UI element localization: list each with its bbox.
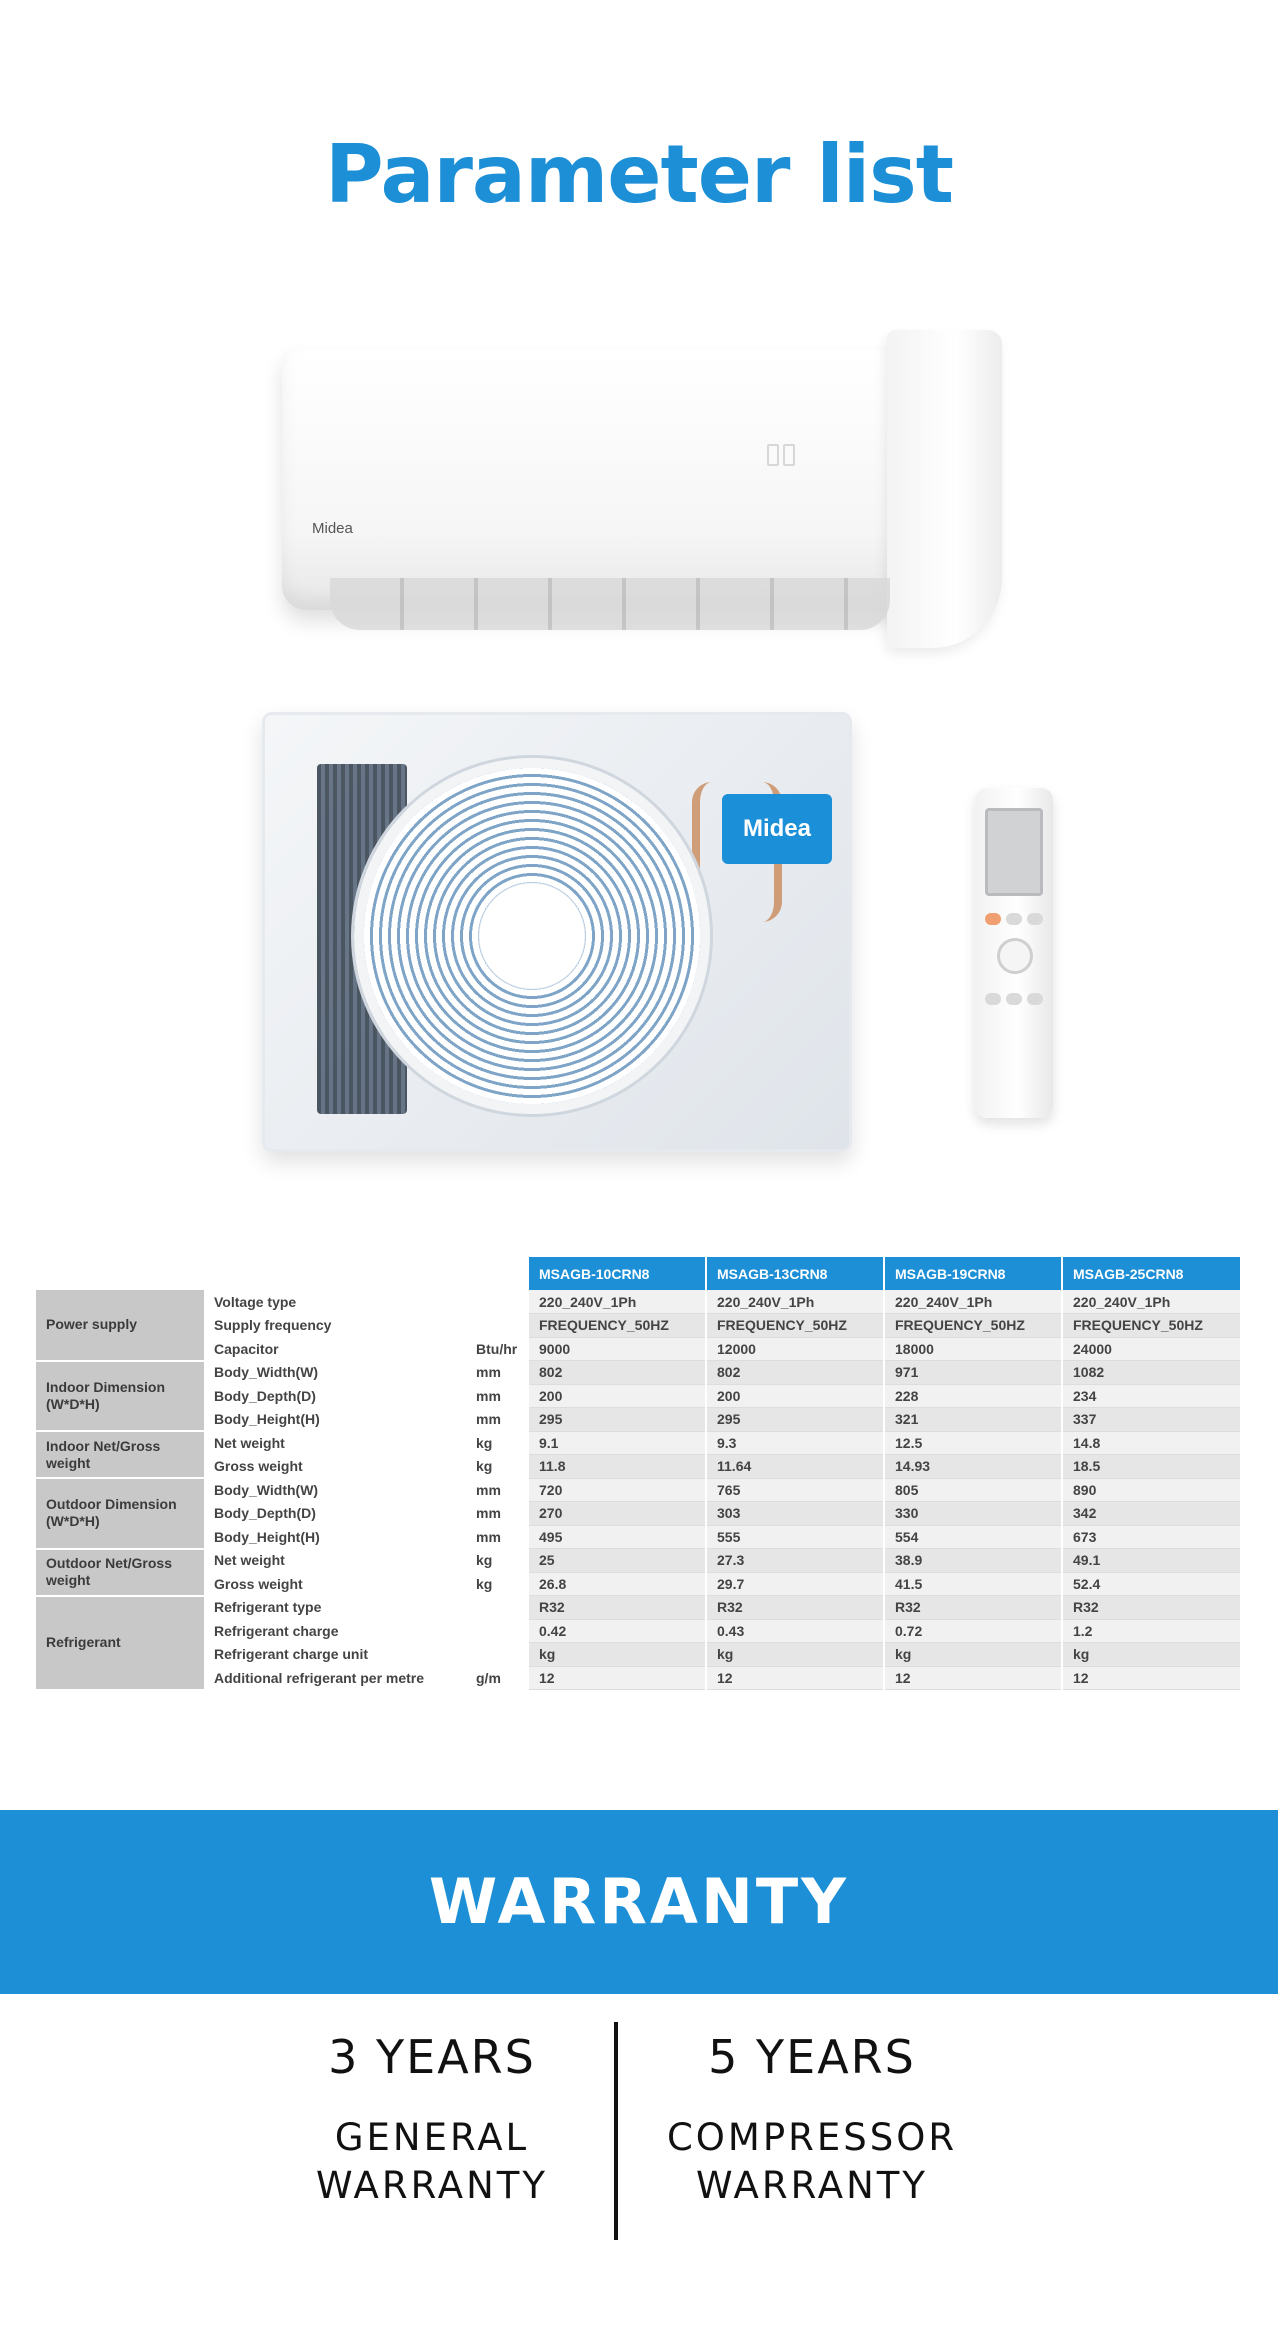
table-cell: 0.72 [884, 1619, 1062, 1643]
table-cell: kg [706, 1643, 884, 1667]
table-cell: 270 [528, 1502, 706, 1526]
table-cell: R32 [706, 1596, 884, 1620]
compressor-warranty [592, 2030, 1032, 2210]
table-row [36, 1643, 1240, 1667]
table-cell: 1082 [1062, 1361, 1240, 1385]
warranty-years: 5 YEARS [708, 2030, 916, 2084]
table-row [36, 1478, 1240, 1502]
remote-button [1027, 993, 1043, 1005]
indoor-unit-logo: Midea [312, 520, 353, 537]
table-row [36, 1431, 1240, 1455]
warranty-description [592, 2114, 1032, 2210]
remote-button [1006, 993, 1022, 1005]
warranty-years: 3 YEARS [328, 2030, 536, 2084]
outdoor-unit-image [262, 712, 862, 1164]
warranty-heading: WARRANTY [428, 1865, 850, 1938]
table-cell: 41.5 [884, 1572, 1062, 1596]
table-row [36, 1525, 1240, 1549]
warranty-type: GENERAL [334, 2116, 530, 2159]
parameter-name: Gross weight [204, 1572, 466, 1596]
table-row [36, 1502, 1240, 1526]
parameter-unit: mm [466, 1525, 528, 1549]
table-cell: FREQUENCY_50HZ [706, 1314, 884, 1338]
group-label: Outdoor Dimension (W*D*H) [36, 1478, 204, 1549]
table-cell: 14.8 [1062, 1431, 1240, 1455]
table-cell: 9000 [528, 1337, 706, 1361]
table-row [36, 1361, 1240, 1385]
table-cell: 802 [706, 1361, 884, 1385]
warranty-banner [0, 1810, 1278, 1994]
parameter-unit: kg [466, 1572, 528, 1596]
indoor-unit-display [764, 440, 798, 470]
table-cell: 29.7 [706, 1572, 884, 1596]
table-row [36, 1455, 1240, 1479]
parameter-name: Supply frequency [204, 1314, 466, 1338]
table-cell: 49.1 [1062, 1549, 1240, 1573]
table-cell: 234 [1062, 1384, 1240, 1408]
table-cell: 337 [1062, 1408, 1240, 1432]
parameter-unit: kg [466, 1549, 528, 1573]
parameter-unit: mm [466, 1408, 528, 1432]
table-cell: 9.1 [528, 1431, 706, 1455]
table-cell: 0.42 [528, 1619, 706, 1643]
outdoor-fan-icon [354, 758, 710, 1114]
indoor-unit-body [282, 350, 982, 610]
parameter-name: Body_Height(H) [204, 1408, 466, 1432]
table-cell: 220_240V_1Ph [1062, 1290, 1240, 1314]
table-cell: 12000 [706, 1337, 884, 1361]
table-cell: 12 [884, 1666, 1062, 1690]
table-cell: FREQUENCY_50HZ [884, 1314, 1062, 1338]
table-cell: 1.2 [1062, 1619, 1240, 1643]
table-cell: 295 [528, 1408, 706, 1432]
general-warranty [212, 2030, 652, 2210]
remote-button [985, 993, 1001, 1005]
group-label: Outdoor Net/Gross weight [36, 1549, 204, 1596]
table-cell: 38.9 [884, 1549, 1062, 1573]
model-header: MSAGB-25CRN8 [1062, 1257, 1240, 1290]
table-row [36, 1337, 1240, 1361]
parameter-name: Body_Height(H) [204, 1525, 466, 1549]
table-cell: 330 [884, 1502, 1062, 1526]
table-cell: 802 [528, 1361, 706, 1385]
parameter-unit [466, 1596, 528, 1620]
table-cell: 11.64 [706, 1455, 884, 1479]
table-cell: 200 [528, 1384, 706, 1408]
table-cell: 765 [706, 1478, 884, 1502]
group-label: Power supply [36, 1290, 204, 1361]
table-cell: FREQUENCY_50HZ [528, 1314, 706, 1338]
table-cell: R32 [884, 1596, 1062, 1620]
table-cell: 220_240V_1Ph [706, 1290, 884, 1314]
table-cell: 25 [528, 1549, 706, 1573]
table-cell: R32 [1062, 1596, 1240, 1620]
table-row [36, 1619, 1240, 1643]
parameter-name: Body_Width(W) [204, 1478, 466, 1502]
remote-dpad [997, 938, 1033, 974]
table-cell: R32 [528, 1596, 706, 1620]
parameter-name: Gross weight [204, 1455, 466, 1479]
page-title: Parameter list [324, 128, 954, 221]
parameter-unit [466, 1619, 528, 1643]
parameter-name: Refrigerant charge [204, 1619, 466, 1643]
table-cell: 220_240V_1Ph [884, 1290, 1062, 1314]
table-cell: 200 [706, 1384, 884, 1408]
group-label: Refrigerant [36, 1596, 204, 1690]
parameter-name: Net weight [204, 1549, 466, 1573]
warranty-description [212, 2114, 652, 2210]
parameter-name: Voltage type [204, 1290, 466, 1314]
table-cell: 720 [528, 1478, 706, 1502]
table-cell: 12 [706, 1666, 884, 1690]
table-row [36, 1408, 1240, 1432]
table-cell: 14.93 [884, 1455, 1062, 1479]
parameter-unit [466, 1643, 528, 1667]
parameter-unit: mm [466, 1502, 528, 1526]
parameter-name: Net weight [204, 1431, 466, 1455]
table-cell: 303 [706, 1502, 884, 1526]
parameter-unit: mm [466, 1478, 528, 1502]
warranty-type: COMPRESSOR [666, 2116, 958, 2159]
table-cell: 27.3 [706, 1549, 884, 1573]
table-cell: 9.3 [706, 1431, 884, 1455]
remote-control-image [975, 788, 1053, 1118]
table-header-row [36, 1257, 1240, 1290]
model-header: MSAGB-19CRN8 [884, 1257, 1062, 1290]
table-cell: 554 [884, 1525, 1062, 1549]
parameter-unit: Btu/hr [466, 1337, 528, 1361]
indoor-unit-side-panel [887, 330, 1002, 648]
model-header: MSAGB-13CRN8 [706, 1257, 884, 1290]
table-cell: 18.5 [1062, 1455, 1240, 1479]
table-cell: 228 [884, 1384, 1062, 1408]
table-cell: 971 [884, 1361, 1062, 1385]
remote-power-button [985, 913, 1001, 925]
spec-table [36, 1257, 1240, 1691]
table-cell: kg [528, 1643, 706, 1667]
table-cell: kg [884, 1643, 1062, 1667]
parameter-unit [466, 1314, 528, 1338]
table-cell: 18000 [884, 1337, 1062, 1361]
remote-screen [985, 808, 1043, 896]
parameter-name: Additional refrigerant per metre [204, 1666, 466, 1690]
table-cell: 52.4 [1062, 1572, 1240, 1596]
parameter-unit: kg [466, 1431, 528, 1455]
indoor-unit-vent [330, 578, 890, 630]
parameter-unit: mm [466, 1384, 528, 1408]
table-cell: 12 [528, 1666, 706, 1690]
parameter-name: Body_Width(W) [204, 1361, 466, 1385]
warranty-word: WARRANTY [696, 2164, 928, 2207]
table-cell: 24000 [1062, 1337, 1240, 1361]
parameter-unit: kg [466, 1455, 528, 1479]
parameter-name: Body_Depth(D) [204, 1502, 466, 1526]
table-row [36, 1666, 1240, 1690]
remote-button [1006, 913, 1022, 925]
group-label: Indoor Dimension (W*D*H) [36, 1361, 204, 1432]
table-row [36, 1549, 1240, 1573]
table-cell: FREQUENCY_50HZ [1062, 1314, 1240, 1338]
spec-table-body [36, 1290, 1240, 1690]
table-row [36, 1384, 1240, 1408]
table-row [36, 1572, 1240, 1596]
table-row [36, 1290, 1240, 1314]
remote-button [1027, 913, 1043, 925]
table-cell: 890 [1062, 1478, 1240, 1502]
parameter-name: Capacitor [204, 1337, 466, 1361]
table-cell: 295 [706, 1408, 884, 1432]
table-cell: 673 [1062, 1525, 1240, 1549]
parameter-name: Refrigerant type [204, 1596, 466, 1620]
table-cell: 495 [528, 1525, 706, 1549]
table-row [36, 1314, 1240, 1338]
table-cell: 342 [1062, 1502, 1240, 1526]
warranty-word: WARRANTY [316, 2164, 548, 2207]
parameter-unit: mm [466, 1361, 528, 1385]
group-label: Indoor Net/Gross weight [36, 1431, 204, 1478]
parameter-name: Body_Depth(D) [204, 1384, 466, 1408]
indoor-unit-image [282, 330, 1002, 650]
table-cell: 26.8 [528, 1572, 706, 1596]
table-cell: 11.8 [528, 1455, 706, 1479]
parameter-name: Refrigerant charge unit [204, 1643, 466, 1667]
table-cell: 12.5 [884, 1431, 1062, 1455]
table-row [36, 1596, 1240, 1620]
table-cell: 321 [884, 1408, 1062, 1432]
model-header: MSAGB-10CRN8 [528, 1257, 706, 1290]
table-cell: 220_240V_1Ph [528, 1290, 706, 1314]
parameter-unit: g/m [466, 1666, 528, 1690]
table-cell: kg [1062, 1643, 1240, 1667]
table-cell: 555 [706, 1525, 884, 1549]
table-cell: 0.43 [706, 1619, 884, 1643]
parameter-unit [466, 1290, 528, 1314]
table-cell: 12 [1062, 1666, 1240, 1690]
table-cell: 805 [884, 1478, 1062, 1502]
outdoor-unit-logo: Midea [722, 794, 832, 864]
